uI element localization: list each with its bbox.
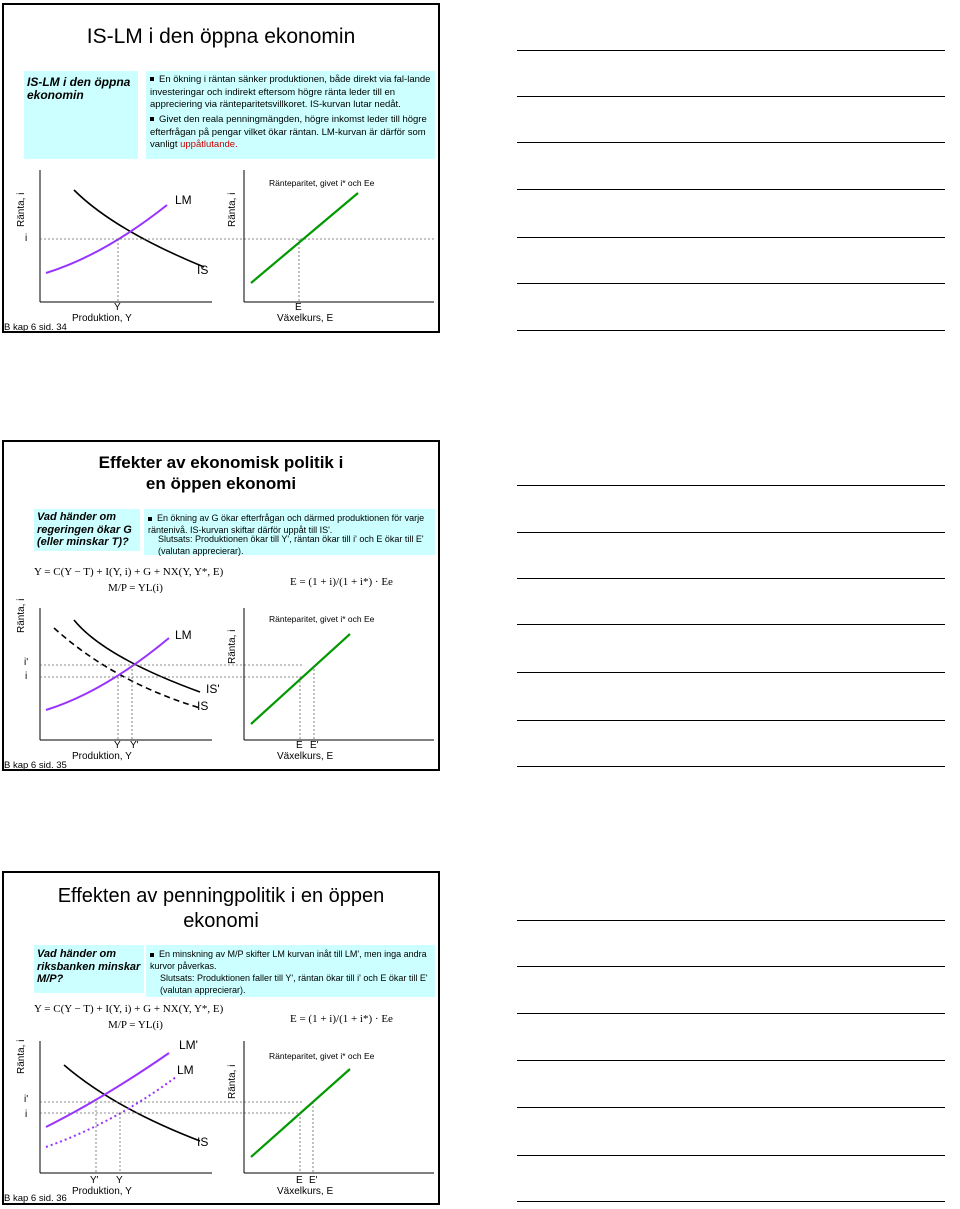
note-line — [517, 96, 945, 97]
lm-equation: M/P = YL(i) — [108, 1019, 163, 1031]
parity-line — [251, 193, 358, 283]
y-tick: Y — [116, 1175, 123, 1186]
is-label: IS — [197, 1135, 209, 1149]
ylabel-right: Ränta, i — [227, 629, 238, 664]
parity-note: Ränteparitet, givet i* och Ee — [269, 614, 375, 624]
bullet-1-text: En ökning av G ökar efterfrågan och därmed produktionen för varje räntenivå. IS-kurvan skiftar därför uppåt till IS'. — [148, 513, 425, 535]
note-line — [517, 1013, 945, 1014]
note-line — [517, 966, 945, 967]
i-prime-tick: i' — [24, 1094, 29, 1105]
parity-equation: E = (1 + i)/(1 + i*) · Ee — [290, 1013, 393, 1025]
bullet-1-text: En minskning av M/P skifter LM kurvan inåt till LM', men inga andra kurvor påverkas. — [150, 949, 427, 971]
e-tick: E — [296, 1175, 303, 1186]
e-prime-tick: E' — [309, 1175, 318, 1186]
question-text: Vad händer om regeringen ökar G (eller minskar T)? — [37, 511, 132, 548]
lm-label: LM — [177, 1063, 194, 1077]
xlabel-left: Produktion, Y — [72, 751, 132, 762]
e-tick: E — [296, 740, 303, 751]
slide-3-title-1: Effekten av penningpolitik i en öppen — [57, 885, 385, 907]
note-line — [517, 766, 945, 767]
y-prime-tick: Y' — [90, 1175, 99, 1186]
slide-2-title-2: en öppen ekonomi — [145, 474, 297, 493]
xlabel-right: Växelkurs, E — [277, 1186, 334, 1197]
note-line — [517, 1201, 945, 1202]
note-line — [517, 672, 945, 673]
note-line — [517, 532, 945, 533]
y-tick: Y — [114, 740, 121, 751]
slide-3 — [2, 871, 440, 1205]
note-line — [517, 330, 945, 331]
note-line — [517, 142, 945, 143]
source-ref: B kap 6 sid. 36 — [4, 1193, 67, 1204]
i-tick: i — [25, 233, 28, 244]
note-line — [517, 283, 945, 284]
y-tick: Y — [114, 302, 121, 313]
is-label: IS — [197, 699, 209, 713]
note-line — [517, 50, 945, 51]
lm-prime-curve — [46, 1053, 169, 1127]
note-line — [517, 624, 945, 625]
note-line — [517, 1155, 945, 1156]
is-equation: Y = C(Y − T) + I(Y, i) + G + NX(Y, Y*, E) — [34, 1003, 224, 1015]
ylabel-right: Ränta, i — [227, 192, 238, 227]
lm-equation: M/P = YL(i) — [108, 582, 163, 594]
note-line — [517, 485, 945, 486]
question-text: Vad händer om riksbanken minskar M/P? — [37, 948, 141, 985]
lm-label: LM — [175, 628, 192, 642]
bullet-2-highlight: uppåtlutande. — [180, 139, 238, 150]
xlabel-right: Växelkurs, E — [277, 313, 334, 324]
note-line — [517, 237, 945, 238]
parity-line — [251, 634, 350, 724]
note-line — [517, 920, 945, 921]
xlabel-left: Produktion, Y — [72, 313, 132, 324]
note-line — [517, 1060, 945, 1061]
i-prime-tick: i' — [24, 657, 29, 668]
parity-note: Ränteparitet, givet i* och Ee — [269, 178, 375, 188]
source-ref: B kap 6 sid. 35 — [4, 760, 67, 771]
xlabel-left: Produktion, Y — [72, 1186, 132, 1197]
ylabel-left: Ränta, i — [16, 192, 27, 227]
islm-diagram-1 — [4, 5, 438, 331]
slide-1-title: IS-LM i den öppna ekonomin — [86, 25, 356, 48]
conclusion: Slutsats: Produktionen ökar till Y', räntan ökar till i' och E ökar till E' (valutan apprecierar). — [158, 534, 424, 556]
lm-curve — [46, 1077, 176, 1147]
slide-1 — [2, 3, 440, 333]
bullet-1-text: En ökning i räntan sänker produktionen, både direkt via fal-lande investeringar och indirekt eftersom högre ränta leder till en appreciering via ränteparitetsvillkoret. IS-kurvan lutar nedåt. — [150, 74, 431, 110]
question-text: IS-LM i den öppna ekonomin — [27, 75, 131, 102]
note-line — [517, 578, 945, 579]
slide-2 — [2, 440, 440, 771]
note-line — [517, 720, 945, 721]
slide-3-title-2: ekonomi — [183, 910, 259, 932]
lm-label: LM — [175, 193, 192, 207]
lm-prime-label: LM' — [179, 1038, 198, 1052]
islm-diagram-3 — [4, 873, 438, 1203]
slide-2-title-1: Effekter av ekonomisk politik i — [98, 453, 344, 472]
parity-equation: E = (1 + i)/(1 + i*) · Ee — [290, 576, 393, 588]
i-tick: i — [25, 671, 28, 682]
parity-note: Ränteparitet, givet i* och Ee — [269, 1051, 375, 1061]
is-equation: Y = C(Y − T) + I(Y, i) + G + NX(Y, Y*, E) — [34, 566, 224, 578]
source-ref: B kap 6 sid. 34 — [4, 322, 67, 333]
islm-diagram-2 — [4, 442, 438, 769]
ylabel-right: Ränta, i — [227, 1064, 238, 1099]
ylabel-left: Ränta, i — [16, 598, 27, 633]
note-line — [517, 189, 945, 190]
note-line — [517, 1107, 945, 1108]
is-label: IS — [197, 263, 209, 277]
y-prime-tick: Y' — [130, 740, 139, 751]
is-prime-label: IS' — [206, 682, 220, 696]
conclusion: Slutsats: Produktionen faller till Y', räntan ökar till i' och E ökar till E' (valutan apprecierar). — [160, 973, 428, 995]
e-tick: E — [295, 302, 302, 313]
e-prime-tick: E' — [310, 740, 319, 751]
bullet-2-text: Givet den reala penningmängden, högre inkomst leder till högre efterfrågan på pengar vilket ökar räntan. LM-kurvan är därför som vanligt — [150, 114, 427, 150]
xlabel-right: Växelkurs, E — [277, 751, 334, 762]
i-tick: i — [25, 1109, 28, 1120]
ylabel-left: Ränta, i — [16, 1039, 27, 1074]
